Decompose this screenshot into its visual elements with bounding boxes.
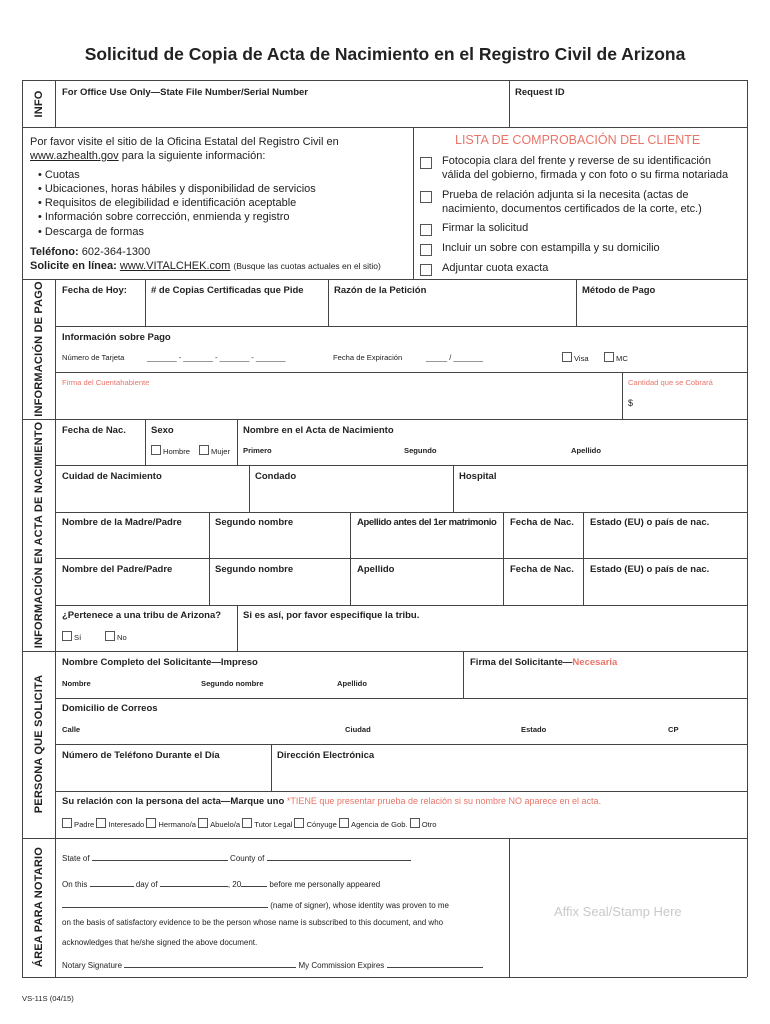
solicitante-nombre-field[interactable]: Nombre (62, 679, 91, 688)
madre-segundo-field[interactable]: Segundo nombre (215, 517, 294, 528)
firma-solicitante-field[interactable]: Firma del Solicitante—Necesaria (470, 657, 618, 668)
request-id-label: Request ID (515, 87, 565, 98)
checklist-item: Prueba de relación adjunta si la necesita (actas de (442, 189, 689, 201)
checklist-item: Fotocopia clara del frente y reverse de su identificación (442, 155, 712, 167)
section-label-birth: INFORMACIÓN EN ACTA DE NACIMIENTO (32, 421, 45, 649)
ciudad-field[interactable]: Ciudad (345, 725, 371, 734)
primero-field[interactable]: Primero (243, 446, 272, 455)
commission-blank[interactable] (387, 958, 483, 968)
website-link[interactable]: www.azhealth.gov (30, 150, 119, 162)
phone-label: Teléfono: (30, 246, 79, 258)
notary-line-date: On this day of , 20 before me personally appeared (62, 877, 380, 889)
nombre-completo-label: Nombre Completo del Solicitante—Impreso (62, 657, 258, 668)
cantidad-label: Cantidad que se Cobrará (628, 378, 713, 387)
year-blank[interactable] (241, 877, 267, 887)
ciudad-nacimiento-field[interactable]: Cuidad de Nacimiento (62, 471, 162, 482)
checklist-item: válida del gobierno, firmada y con foto o su firma notariada (442, 169, 729, 181)
option-padre[interactable]: Padre (62, 820, 94, 829)
madre-fecha-nac-field[interactable]: Fecha de Nac. (510, 517, 574, 528)
condado-field[interactable]: Condado (255, 471, 297, 482)
cp-field[interactable]: CP (668, 725, 679, 734)
section-label-info: INFO (32, 90, 45, 118)
checklist-item: Adjuntar cuota exacta (442, 262, 549, 274)
tribu-si-option[interactable]: Sí (62, 631, 81, 642)
solicitante-segundo-field[interactable]: Segundo nombre (201, 679, 264, 688)
notary-signature-blank[interactable] (124, 958, 296, 968)
online-note: (Busque las cuotas actuales en el sitio) (233, 261, 381, 271)
checklist-checkbox[interactable] (420, 263, 432, 281)
tribu-specify-field[interactable]: Si es así, por favor especifique la tribu. (243, 610, 420, 621)
section-label-requester: PERSONA QUE SOLICITA (32, 674, 45, 814)
checklist-checkbox[interactable] (420, 156, 432, 174)
nombre-acta-label: Nombre en el Acta de Nacimiento (243, 425, 394, 436)
expiracion-label: Fecha de Expiración (333, 353, 403, 362)
phone-number: 602-364-1300 (81, 246, 151, 258)
notary-line-state: State of County of (62, 851, 411, 863)
online-label: Solicite en línea: (30, 260, 117, 272)
section-label-payment: INFORMACIÓN DE PAGO (32, 281, 45, 417)
bullet-item: • Ubicaciones, horas hábiles y disponibilidad de servicios (38, 183, 316, 195)
copias-field[interactable]: # de Copias Certificadas que Pide (151, 285, 304, 296)
relacion-label: Su relación con la persona del acta—Marque uno *TIENE que presentar prueba de relación si su nombre NO aparece en el acta. (62, 796, 602, 807)
option-conyuge[interactable]: Cónyuge (294, 820, 336, 829)
notary-line-signature: Notary Signature My Commission Expires (62, 958, 483, 970)
relacion-options (62, 818, 437, 829)
checklist-checkbox[interactable] (420, 243, 432, 261)
checklist-heading: LISTA DE COMPROBACIÓN DEL CLIENTE (455, 133, 701, 147)
office-use-label: For Office Use Only—State File Number/Serial Number (62, 87, 309, 98)
bullet-item: • Requisitos de elegibilidad e identificación aceptable (38, 197, 297, 209)
apellido-field[interactable]: Apellido (571, 446, 601, 455)
metodo-pago-field[interactable]: Método de Pago (582, 285, 656, 296)
visit-line-2 (30, 150, 265, 162)
segundo-field[interactable]: Segundo (404, 446, 437, 455)
state-blank[interactable] (92, 851, 228, 861)
bullet-item: • Información sobre corrección, enmienda y registro (38, 211, 290, 223)
phone-line (30, 246, 150, 258)
domicilio-label: Domicilio de Correos (62, 703, 158, 714)
email-field[interactable]: Dirección Electrónica (277, 750, 375, 761)
day-blank[interactable] (90, 877, 134, 887)
visit-line-2-rest: para la siguiente información: (118, 150, 266, 162)
estado-field[interactable]: Estado (521, 725, 547, 734)
notary-line-acknowledge: acknowledges that he/she signed the above document. (62, 938, 258, 947)
page-title: Solicitud de Copia de Acta de Nacimiento en el Registro Civil de Arizona (84, 44, 686, 64)
solicitante-apellido-field[interactable]: Apellido (337, 679, 367, 688)
checklist-item: Incluir un sobre con estampilla y su domicilio (442, 242, 660, 254)
telefono-field[interactable]: Número de Teléfono Durante el Día (62, 750, 220, 761)
section-label-notary: ÁREA PARA NOTARIO (32, 846, 45, 968)
month-blank[interactable] (160, 877, 228, 887)
visa-option[interactable]: Visa (562, 352, 589, 363)
signer-name-blank[interactable] (62, 898, 268, 908)
checklist-checkbox[interactable] (420, 190, 432, 208)
tribu-question: ¿Pertenece a una tribu de Arizona? (62, 610, 222, 621)
padre-segundo-field[interactable]: Segundo nombre (215, 564, 294, 575)
bullet-item: • Descarga de formas (38, 226, 144, 238)
option-abuelo[interactable]: Abuelo/a (198, 820, 240, 829)
bullet-item: • Cuotas (38, 169, 80, 181)
cantidad-input[interactable]: $ (628, 398, 634, 408)
checklist-checkbox[interactable] (420, 223, 432, 241)
calle-field[interactable]: Calle (62, 725, 81, 734)
fecha-hoy-field[interactable]: Fecha de Hoy: (62, 285, 127, 296)
mujer-option[interactable]: Mujer (199, 445, 230, 456)
vitalchek-link[interactable]: www.VITALCHEK.com (119, 260, 231, 272)
hombre-option[interactable]: Hombre (151, 445, 190, 456)
checklist-item: Firmar la solicitud (442, 222, 529, 234)
padre-field[interactable]: Nombre del Padre/Padre (62, 564, 173, 575)
tarjeta-label: Número de Tarjeta (62, 353, 125, 362)
madre-estado-field[interactable]: Estado (EU) o país de nac. (590, 517, 710, 528)
visit-line-1: Por favor visite el sitio de la Oficina Estatal del Registro Civil en (30, 136, 339, 148)
notary-line-evidence: on the basis of satisfactory evidence to be the person whose name is subscribed to this document, and who (62, 918, 444, 927)
madre-apellido-field[interactable]: Apellido antes del 1er matrimonio (357, 517, 497, 528)
option-interesado[interactable]: Interesado (96, 820, 144, 829)
option-hermano[interactable]: Hermano/a (146, 820, 196, 829)
fecha-nac-field[interactable]: Fecha de Nac. (62, 425, 126, 436)
option-agencia[interactable]: Agencia de Gob. (339, 820, 408, 829)
razon-field[interactable]: Razón de la Petición (334, 285, 427, 296)
option-tutor-legal[interactable]: Tutor Legal (242, 820, 292, 829)
checklist-item: nacimiento, documentos certificados de la corte, etc.) (442, 203, 702, 215)
seal-placeholder: Affix Seal/Stamp Here (554, 904, 682, 919)
online-line (30, 260, 381, 272)
necesaria-note: Necesaria (572, 657, 618, 668)
notary-line-signer: (name of signer), whose identity was proven to me (62, 898, 449, 910)
padre-fecha-nac-field[interactable]: Fecha de Nac. (510, 564, 574, 575)
padre-apellido-field[interactable]: Apellido (357, 564, 395, 575)
form-number: VS-11S (04/15) (22, 994, 74, 1003)
mc-option[interactable]: MC (604, 352, 628, 363)
tribu-no-option[interactable]: No (105, 631, 127, 642)
firma-cuentahabiente-field[interactable]: Firma del Cuentahabiente (62, 378, 150, 387)
padre-estado-field[interactable]: Estado (EU) o país de nac. (590, 564, 710, 575)
tarjeta-input[interactable]: _______ - _______ - _______ - _______ (147, 353, 286, 362)
option-otro[interactable]: Otro (410, 820, 437, 829)
county-blank[interactable] (267, 851, 411, 861)
relacion-note: *TIENE que presentar prueba de relación si su nombre NO aparece en el acta. (286, 796, 602, 806)
madre-field[interactable]: Nombre de la Madre/Padre (62, 517, 182, 528)
info-pago-label: Información sobre Pago (62, 332, 171, 343)
expiracion-input[interactable]: _____ / _______ (426, 353, 484, 362)
hospital-field[interactable]: Hospital (459, 471, 497, 482)
sexo-label: Sexo (151, 425, 174, 436)
